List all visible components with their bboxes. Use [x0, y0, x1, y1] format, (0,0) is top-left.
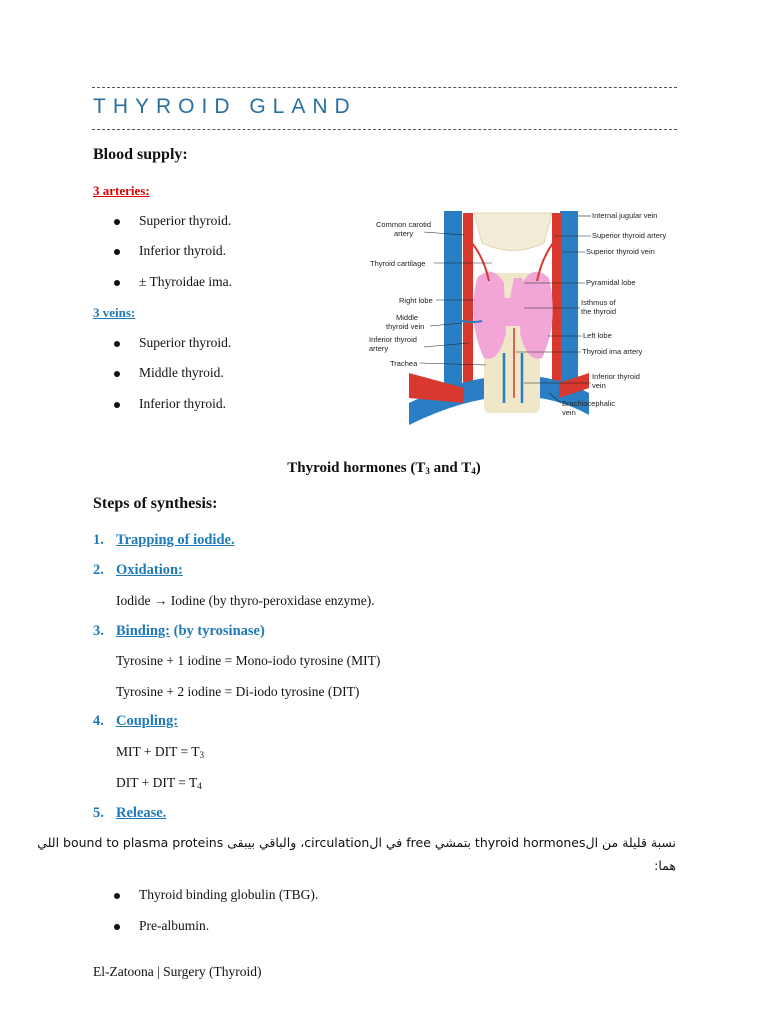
thyroid-left-lobe [520, 272, 553, 359]
bullet [114, 371, 120, 377]
release-paragraph-line1: نسبة قليلة من الthyroid hormones بتمشي free في الcirculation، والباقي بيبقى bound to plasma proteins اللي [37, 835, 676, 850]
binding-protein-item: Pre-albumin. [139, 918, 210, 933]
diagram-label: Pyramidal lobe [586, 278, 636, 287]
title-underline-rule [92, 129, 677, 130]
step-number: 2. [93, 562, 104, 578]
step-detail: Tyrosine + 2 iodine = Di-iodo tyrosine (DIT) [116, 684, 360, 699]
diagram-label: vein [592, 381, 606, 390]
step-number: 3. [93, 623, 104, 639]
step-title: Oxidation: [116, 562, 183, 578]
coupling-dit-dit: DIT + DIT = $T_4$ [116, 775, 202, 791]
artery-item: Superior thyroid. [139, 213, 232, 228]
step-number: 4. [93, 713, 104, 729]
blood-supply-heading: Blood supply: [93, 146, 188, 163]
left-common-carotid-artery [552, 213, 561, 393]
right-common-carotid-artery [463, 213, 473, 393]
diagram-label: the thyroid [581, 307, 617, 316]
bullet [114, 341, 120, 347]
page-title: THYROID GLAND [93, 95, 357, 118]
thyroid-isthmus [502, 298, 524, 326]
diagram-label: Middle [396, 313, 419, 322]
top-rule [92, 87, 677, 88]
step-title: Trapping of iodide. [116, 532, 235, 548]
bullet [114, 280, 120, 286]
diagram-label: artery [369, 344, 389, 353]
step-detail: Tyrosine + 1 iodine = Mono-iodo tyrosine (MIT) [116, 653, 381, 668]
arteries-label: 3 arteries: [93, 183, 150, 198]
thyroid-right-lobe [473, 272, 506, 359]
diagram-label: vein [562, 408, 576, 417]
diagram-label: Superior thyroid artery [592, 231, 667, 240]
bullet [114, 924, 120, 930]
diagram-label: Left lobe [583, 331, 612, 340]
bullet [114, 893, 120, 899]
diagram-label: Right lobe [399, 296, 433, 305]
diagram-label: Common carotid [376, 220, 432, 229]
diagram-label: Internal jugular vein [592, 211, 658, 220]
bullet [114, 249, 120, 255]
page-footer: El-Zatoona | Surgery (Thyroid) [93, 964, 262, 979]
left-internal-jugular-vein [560, 211, 578, 389]
vein-item: Inferior thyroid. [139, 396, 226, 411]
coupling-mit-dit: MIT + DIT = $T_3$ [116, 744, 204, 760]
step-title: Coupling: [116, 713, 179, 729]
diagram-label: Brachiocephalic [562, 399, 615, 408]
diagram-label: Inferior thyroid [592, 372, 640, 381]
hormones-heading: Thyroid hormones ($T_3$ and $T_4$) [287, 460, 481, 476]
middle-thyroid-vein [462, 321, 482, 322]
vein-item: Middle thyroid. [139, 365, 224, 380]
step-number: 5. [93, 805, 104, 821]
diagram-label: Inferior thyroid [369, 335, 417, 344]
step-title: Release. [116, 805, 167, 821]
step-detail: Iodide → Iodine (by thyro-peroxidase enzyme). [116, 593, 375, 608]
diagram-label: Trachea [390, 359, 418, 368]
binding-protein-item: Thyroid binding globulin (TBG). [139, 887, 319, 902]
diagram-label: thyroid vein [386, 322, 425, 331]
bullet [114, 402, 120, 408]
release-paragraph-line2: هما: [654, 858, 676, 873]
bullet [114, 219, 120, 225]
diagram-label: Superior thyroid vein [586, 247, 655, 256]
artery-item: Inferior thyroid. [139, 243, 226, 258]
vein-item: Superior thyroid. [139, 335, 232, 350]
thyroid-cartilage [474, 213, 552, 251]
synthesis-heading: Steps of synthesis: [93, 495, 218, 512]
veins-label: 3 veins: [93, 305, 136, 320]
step-number: 1. [93, 532, 104, 548]
diagram-label: Thyroid ima artery [582, 347, 643, 356]
artery-item: ± Thyroidae ima. [139, 274, 233, 289]
thyroid-anatomy-diagram [364, 203, 682, 425]
diagram-label: Thyroid cartilage [370, 259, 426, 268]
diagram-label: Isthmus of [581, 298, 616, 307]
diagram-label: artery [394, 229, 414, 238]
step-title: Binding: (by tyrosinase) [116, 623, 265, 639]
